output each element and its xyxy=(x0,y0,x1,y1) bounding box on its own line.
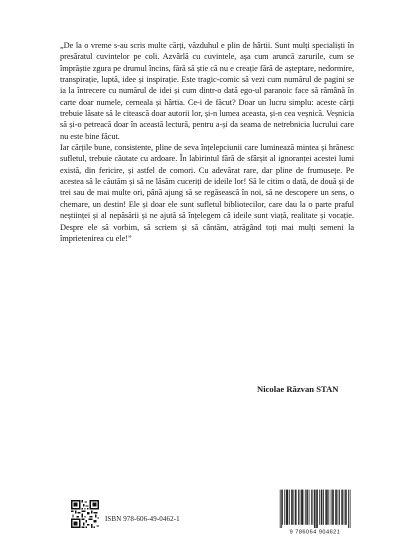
quote-paragraph-2: Iar cărțile bune, consistente, pline de seva înțelepciunii care luminează mintea și hrănesc sufletul, trebuie căutate cu ardoare. În labirintul fără de sfârșit al ignoranței acestei lumi există, din fericire, și astfel de comori. Cu adevărat rare, dar pline de frumusețe. Pe acestea să le căutăm și să ne lăsăm cuceriți de ideile lor! Să le citim o dată, de două și de trei sau de mai multe ori, până ajung să se regăsească în noi, să ne descopere un sens, o chemare, un destin! Ele și doar ele sunt sufletul bibliotecilor, care dau la o parte praful neștiinței și al nepăsării și ne ajută să înțelegem că ideile sunt viață, realitate și vocație. Despre ele să vorbim, să scriem și să cântăm, atrăgând toți mai mulți semeni la împrietenirea cu ele!” xyxy=(60,143,354,243)
ean-barcode-icon xyxy=(275,486,355,538)
author-signature: Nicolae Răzvan STAN xyxy=(257,384,339,394)
barcode-digits: 9 786064 904621 xyxy=(289,529,341,536)
back-cover-quote xyxy=(60,40,354,244)
quote-paragraph-1: „De la o vreme s-au scris multe cărți, văzduhul e plin de hârtii. Sunt mulți specialiști în presăratul cuvintelor pe coli. Azvârlă cu cuvintele, așa cum aruncă zarurile, cum se împrăștie zgura pe drumul încins, fără să știe că nu e creație fără de așteptare, nedormire, transpirație, luptă, idee și inspirație. Este tragic-comic să vezi cum numărul de pagini se ia la întrecere cu numărul de idei și cum dintr-o dată ego-ul paranoic face să rămână în carte doar numele, cerneala și hârtia. Ce-i de făcut? Doar un lucru simplu: aceste cărți trebuie lăsate să le citească doar autorii lor, și-n lumea aceasta, și-n cea veșnică. Veșnicia să și-o petreacă doar în această lectură, pentru a-și da seama de netrebnicia lucrului care nu este bine făcut. xyxy=(60,41,354,141)
isbn-label: ISBN 978-606-49-0462-1 xyxy=(105,515,180,523)
qr-code-icon xyxy=(71,500,99,528)
